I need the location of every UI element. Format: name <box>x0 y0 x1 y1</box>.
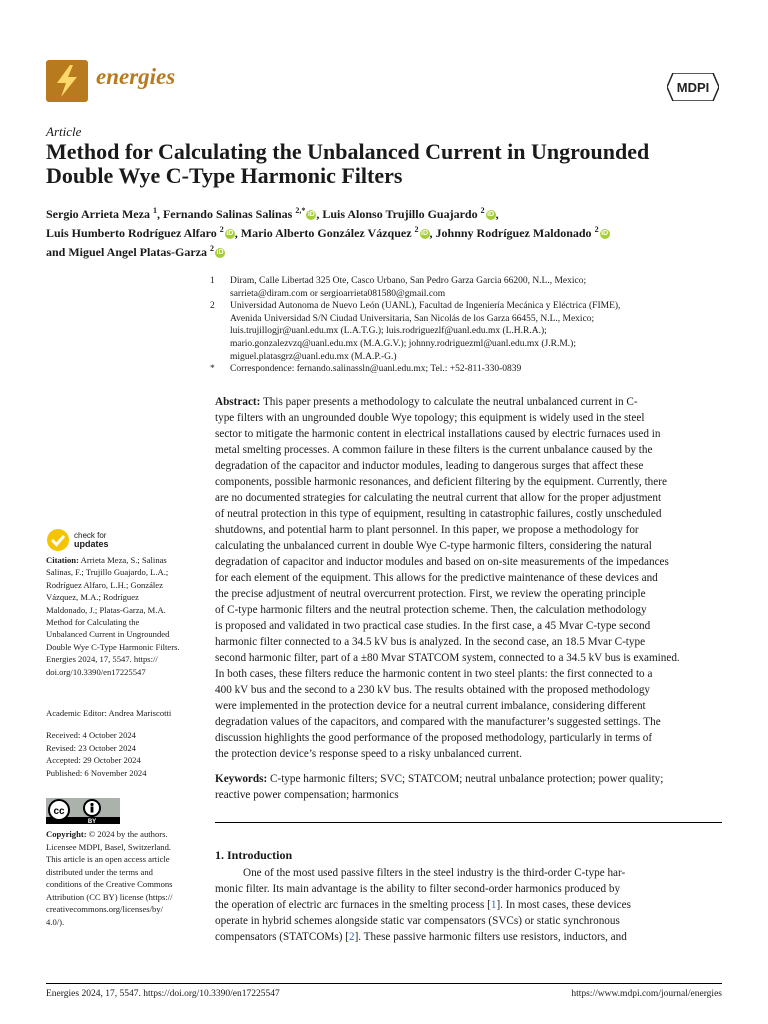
citation-line <box>46 566 206 578</box>
mdpi-logo-text: MDPI <box>676 80 710 95</box>
citation-text: doi.org/10.3390/en17225547 <box>46 666 146 677</box>
copyright-text: creativecommons.org/licenses/by/ <box>46 904 164 914</box>
affiliation-mark: 1 <box>210 276 215 286</box>
author-name: Fernando Salinas Salinas <box>162 207 293 221</box>
abstract-text: sector to mitigate the harmonic content in electrical installations caused by electric furnaces used in <box>215 428 661 440</box>
copyright-line <box>46 878 206 891</box>
affiliation-mark: * <box>210 364 215 375</box>
affiliation <box>210 275 720 300</box>
intro-line <box>215 881 722 897</box>
svg-text:cc: cc <box>53 806 65 817</box>
journal-name: energies <box>96 64 176 89</box>
affiliation-line: mario.gonzalezvzq@uanl.edu.mx (M.A.G.V.); johnny.rodriguezml@uanl.edu.mx (J.R.M.); <box>230 338 576 349</box>
abstract-text: shutdowns, and potential harm to plant personnel. In this paper, we propose a methodology for <box>215 524 639 536</box>
abstract-line <box>215 426 722 442</box>
citation-text: Unbalanced Current in Ungrounded <box>46 629 170 640</box>
abstract-text: metal smelting processes. A common failure in these filters is the current unbalance caused by the <box>215 444 653 456</box>
abstract-line <box>215 538 722 554</box>
abstract-line <box>215 682 722 698</box>
orcid-icon[interactable]: iD <box>216 249 224 257</box>
affiliation <box>210 300 720 363</box>
cc-by-license-icon[interactable] <box>46 798 120 824</box>
date-line: Published: 6 November 2024 <box>46 767 147 778</box>
citation-line <box>46 653 206 665</box>
abstract-text: In both cases, these filters reduce the harmonic content in two steel plants: the first connected to a <box>215 668 653 680</box>
author-separator: , <box>495 207 499 221</box>
title-line: Method for Calculating the Unbalanced Current in Ungrounded <box>46 139 650 164</box>
copyright-line <box>46 853 206 866</box>
citation-text: Method for Calculating the <box>46 617 140 628</box>
abstract-text: type filters with an ungrounded double Wye topology; this equipment is widely used in the steel <box>215 412 645 424</box>
intro-line <box>215 865 722 881</box>
orcid-icon[interactable]: iD <box>307 211 315 219</box>
citation-line <box>46 579 206 591</box>
intro-text-segment: compensators (STATCOMs) [ <box>215 931 349 943</box>
check-updates-icon <box>46 528 70 552</box>
citation-text: Salinas, F.; Trujillo Guajardo, L.A.; <box>46 567 169 578</box>
intro-text-segment: monic filter. Its main advantage is the ability to filter second-order harmonics produced by <box>215 883 621 895</box>
citation-line <box>46 604 206 616</box>
author-affiliation-mark: 2 <box>414 225 419 234</box>
abstract-text: the protection device’s response speed to a risky unbalanced current. <box>215 748 522 760</box>
copyright-notice <box>46 828 206 928</box>
title-line: Double Wye C-Type Harmonic Filters <box>46 163 403 188</box>
abstract-text: 400 kV bus and the second to a 230 kV bus. The results obtained with the proposed methodology <box>215 684 651 696</box>
author-name: Johnny Rodríguez Maldonado <box>435 226 592 240</box>
paper-title <box>46 140 736 188</box>
abstract-text: calculating the unbalanced current in double Wye C-type harmonic filters, considering the natural <box>215 540 652 552</box>
abstract-text: degradation values of the capacitors, and compared with the manufacturer’s suggested settings. The <box>215 716 661 728</box>
abstract-text: the precise adjustment of neutral overcurrent protection. First, we review the operating principle <box>215 588 646 600</box>
author-affiliation-mark: 1 <box>152 206 157 215</box>
footer-citation: Energies 2024, 17, 5547. https://doi.org/10.3390/en17225547 <box>46 989 280 999</box>
orcid-icon[interactable]: iD <box>421 230 429 238</box>
author-name: Mario Alberto González Vázquez <box>240 226 412 240</box>
copyright-text: 4.0/). <box>46 916 65 927</box>
check-updates-line2: updates <box>74 539 109 549</box>
citation-line <box>46 628 206 640</box>
author-affiliation-mark: 2,* <box>295 206 306 215</box>
abstract-line <box>215 650 722 666</box>
citation-text: Maldonado, J.; Platas-Garza, M.A. <box>46 604 166 615</box>
abstract-text: degradation of the capacitor and inductor modules, leading to dangerous surges that affect these <box>215 460 644 472</box>
citation-line <box>46 591 206 603</box>
author-line <box>46 241 746 260</box>
date-line: Accepted: 29 October 2024 <box>46 755 141 765</box>
author-name: Luis Humberto Rodríguez Alfaro <box>46 226 217 240</box>
abstract-line <box>215 474 722 490</box>
abstract-line <box>215 570 722 586</box>
abstract-line <box>215 714 722 730</box>
intro-text-segment: the operation of electric arc furnaces in the smelting process [ <box>215 899 491 911</box>
author-affiliation-mark: 2 <box>594 225 599 234</box>
date-line: Revised: 23 October 2024 <box>46 742 136 753</box>
cc-badge-text: BY <box>87 819 97 824</box>
affiliations <box>210 275 720 376</box>
affiliation-line: Diram, Calle Libertad 325 Ote, Casco Urbano, San Pedro Garza Garcia 66200, N.L., Mexico; <box>230 276 587 286</box>
abstract-line <box>215 410 722 426</box>
author-line <box>46 203 746 222</box>
author-affiliation-mark: 2 <box>480 206 485 215</box>
abstract-line <box>215 602 722 618</box>
intro-heading: 1. Introduction <box>215 848 293 862</box>
abstract-text: This paper presents a methodology to calculate the neutral unbalanced current in C- <box>262 396 638 408</box>
intro-text-segment: One of the most used passive filters in the steel industry is the third-order C-type har- <box>243 867 626 879</box>
citation-text: Vázquez, M.A.; Rodríguez <box>46 592 139 603</box>
copyright-line <box>46 866 206 879</box>
author-name: Luis Alonso Trujillo Guajardo <box>322 207 478 221</box>
copyright-text: © 2024 by the authors. <box>86 829 168 839</box>
intro-text-segment: operate in hybrid schemes alongside static var compensators (SVCs) or static synchronous <box>215 915 620 927</box>
citation-line <box>46 641 206 653</box>
keywords <box>215 771 722 803</box>
abstract-line <box>215 698 722 714</box>
affiliation-mark: 2 <box>210 301 215 312</box>
affiliation-line: miguel.platasgrz@uanl.edu.mx (M.A.P.-G.) <box>230 351 397 362</box>
abstract-text: of neutral protection in this type of equipment, resulting in catastrophic failures, costly unscheduled <box>215 508 662 520</box>
abstract-text: of C-type harmonic filters and the neutral protection scheme. Then, the calculation methodology <box>215 604 647 616</box>
intro-text-segment: ]. These passive harmonic filters use resistors, inductors, and <box>354 931 627 943</box>
abstract <box>215 394 722 762</box>
copyright-text: conditions of the Creative Commons <box>46 879 173 889</box>
article-type: Article <box>46 124 82 139</box>
abstract-line <box>215 746 722 762</box>
citation-text: Energies 2024, 17, 5547. https:// <box>46 654 158 665</box>
abstract-text: discussion highlights the good performance of the proposed methodology, particularly in terms of <box>215 732 653 744</box>
author-line <box>46 222 746 241</box>
abstract-line <box>215 634 722 650</box>
intro-text-segment: ]. In most cases, these devices <box>496 899 631 911</box>
copyright-line <box>46 903 206 916</box>
abstract-line <box>215 666 722 682</box>
abstract-text: harmonic filter connected to a 34.5 kV bus is analyzed. In the second case, an 18.5 Mvar C-type <box>215 636 646 648</box>
abstract-line <box>215 506 722 522</box>
author-name: and Miguel Angel Platas-Garza <box>46 245 207 259</box>
orcid-icon[interactable]: iD <box>601 230 609 238</box>
intro-line <box>215 897 722 913</box>
intro-line <box>215 929 722 945</box>
author-separator: , <box>156 207 163 221</box>
abstract-text: second harmonic filter, part of a ±80 Mvar STATCOM system, connected to a 34.5 kV bus is examined. <box>215 652 680 664</box>
orcid-icon[interactable]: iD <box>226 230 234 238</box>
footer-journal-url[interactable]: https://www.mdpi.com/journal/energies <box>571 989 722 999</box>
copyright-text: Licensee MDPI, Basel, Switzerland. <box>46 841 172 852</box>
affiliation-line: luis.trujillogjr@uanl.edu.mx (L.A.T.G.); luis.rodriguezlf@uanl.edu.mx (L.H.R.A.); <box>230 326 547 337</box>
copyright-line <box>46 841 206 854</box>
abstract-text: were implemented in the protection device for a neutral current imbalance, considering different <box>215 700 646 712</box>
abstract-text: for each element of the equipment. This allows for the predictive maintenance of these devices and <box>215 572 658 584</box>
citation-line <box>46 616 206 628</box>
academic-editor: Academic Editor: Andrea Mariscotti <box>46 708 172 718</box>
orcid-icon[interactable]: iD <box>487 211 495 219</box>
abstract-text: are no documented strategies for calculating the neutral current that allow for the proper adjustment <box>215 492 662 504</box>
abstract-line <box>215 458 722 474</box>
citation-label: Citation: <box>46 555 79 565</box>
affiliation <box>210 363 720 376</box>
author-list <box>46 203 746 260</box>
abstract-text: is proposed and validated in two practical case studies. In the first case, a 45 Mvar C-type second <box>215 620 651 632</box>
copyright-line <box>46 891 206 904</box>
mdpi-logo <box>667 73 719 101</box>
check-updates-line1: check for <box>74 531 107 540</box>
author-affiliation-mark: 2 <box>219 225 224 234</box>
abstract-text: components, possible harmonic resonances, and deficient filtering by the equipment. Currently, there <box>215 476 667 488</box>
abstract-line <box>215 490 722 506</box>
affiliation-line: Correspondence: fernando.salinassln@uanl.edu.mx; Tel.: +52-811-330-0839 <box>230 364 522 375</box>
copyright-text: distributed under the terms and <box>46 866 153 877</box>
citation-text: Rodríguez Alfaro, L.H.; González <box>46 579 163 590</box>
abstract-line <box>215 442 722 458</box>
reference-link[interactable]: 2 <box>348 931 355 943</box>
author-separator: , <box>316 207 323 221</box>
intro-text <box>215 865 722 945</box>
citation-block <box>46 554 206 678</box>
energies-logo <box>46 60 88 102</box>
abstract-line <box>215 618 722 634</box>
copyright-line <box>46 828 206 841</box>
citation-line <box>46 554 206 566</box>
copyright-text: Attribution (CC BY) license (https:// <box>46 891 173 902</box>
author-name: Sergio Arrieta Meza <box>46 207 150 221</box>
keywords-line: C-type harmonic filters; SVC; STATCOM; neutral unbalance protection; power quality; <box>270 773 664 785</box>
abstract-line <box>215 394 722 410</box>
publication-dates <box>46 729 147 779</box>
author-separator: , <box>234 226 241 240</box>
intro-line <box>215 913 722 929</box>
citation-text: Arrieta Meza, S.; Salinas <box>78 555 167 565</box>
abstract-line <box>215 586 722 602</box>
abstract-text: degradation of capacitor and inductor modules and based on on-site measurements of the impedances <box>215 556 669 568</box>
keywords-label: Keywords: <box>215 773 268 785</box>
abstract-line <box>215 522 722 538</box>
footer-divider <box>46 983 722 984</box>
keywords-line: reactive power compensation; harmonics <box>215 789 399 801</box>
affiliation-line: sarrieta@diram.com or sergioarrieta081580@gmail.com <box>230 288 446 299</box>
citation-line <box>46 666 206 678</box>
reference-link[interactable]: 1 <box>490 899 497 911</box>
date-line: Received: 4 October 2024 <box>46 730 136 740</box>
affiliation-line: Universidad Autonoma de Nuevo León (UANL), Facultad de Ingeniería Mecánica y Eléctrica (FIME), <box>230 301 621 312</box>
check-for-updates-badge[interactable] <box>46 528 146 552</box>
copyright-label: Copyright: <box>46 829 87 839</box>
citation-text: Double Wye C-Type Harmonic Filters. <box>46 641 180 652</box>
abstract-line <box>215 730 722 746</box>
copyright-line <box>46 916 206 929</box>
copyright-text: This article is an open access article <box>46 854 170 864</box>
abstract-line <box>215 554 722 570</box>
author-affiliation-mark: 2 <box>210 244 214 253</box>
affiliation-line: Avenida Universidad S/N Ciudad Universitaria, San Nicolás de los Garza 66455, N.L., Mexico; <box>230 313 595 324</box>
author-separator: , <box>429 226 436 240</box>
section-divider <box>215 822 722 823</box>
abstract-label: Abstract: <box>215 396 261 408</box>
